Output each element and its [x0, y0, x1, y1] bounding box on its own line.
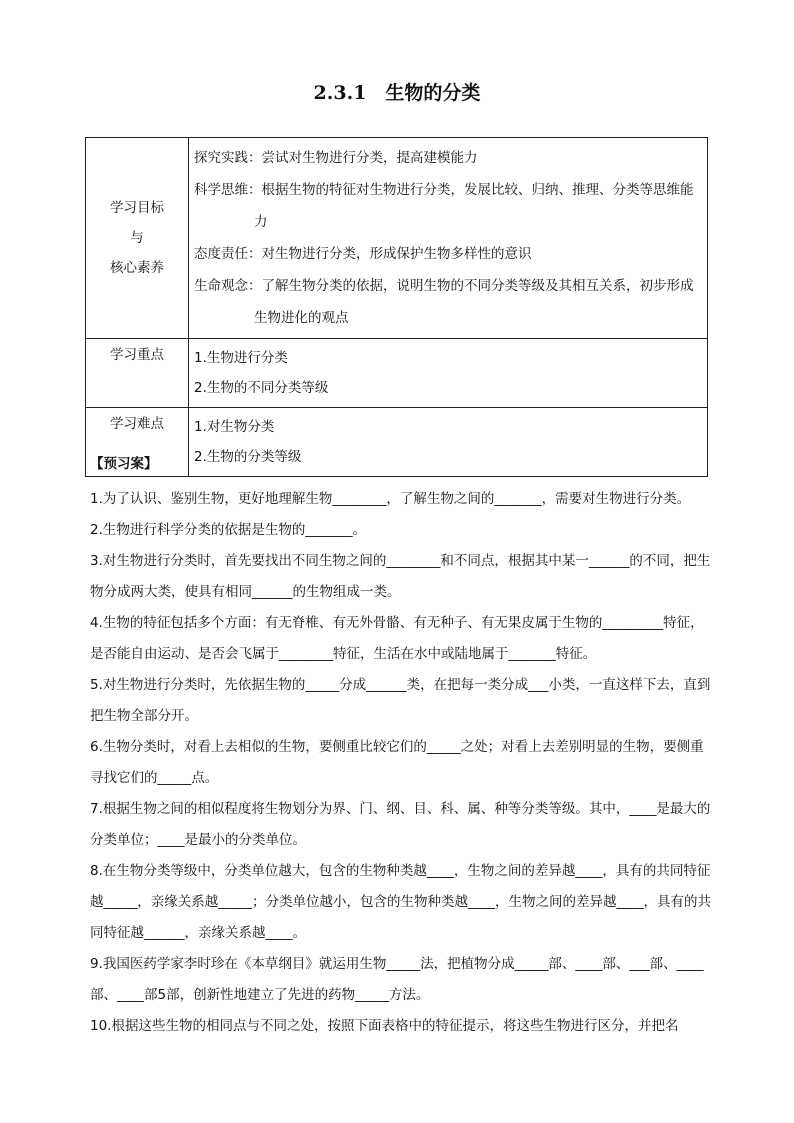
section-heading: 【预习案】 [90, 456, 158, 472]
row-content-difficulties [189, 408, 708, 477]
question-item: 9.我国医药学家李时珍在《本草纲目》就运用生物_____法，把植物分成_____部、____部、___部、____部、____部5部，创新性地建立了先进的药物_____方法。 [90, 956, 704, 1003]
page-title: 2.3.1 生物的分类 [313, 82, 481, 104]
row-content-key-points [189, 339, 708, 408]
question-item: 8.在生物分类等级中，分类单位越大，包含的生物种类越____，生物之间的差异越____，具有的共同特征越_____，亲缘关系越_____；分类单位越小，包含的生物种类越____，生物之间的差异越____，具有的共同特征越______，亲缘关系越____。 [90, 863, 711, 941]
row-label-line: 学习重点 [110, 347, 164, 363]
key-point-item: 2.生物的不同分类等级 [194, 380, 329, 396]
key-point-item: 1.生物进行分类 [194, 350, 288, 366]
goal-item: 态度责任：对生物进行分类，形成保护生物多样性的意识 [194, 246, 532, 262]
goal-item: 探究实践：尝试对生物进行分类，提高建模能力 [194, 150, 478, 166]
row-label-key-points [86, 339, 189, 408]
row-content-goals [189, 138, 708, 339]
question-item: 6.生物分类时，对看上去相似的生物，要侧重比较它们的_____之处；对看上去差别明显的生物，要侧重寻找它们的_____点。 [90, 739, 704, 786]
table-row-goals [86, 138, 708, 339]
table-row-difficulties [86, 408, 708, 477]
row-label-line: 学习目标 [110, 200, 164, 216]
goal-item: 科学思维：根据生物的特征对生物进行分类，发展比较、归纳、推理、分类等思维能力 [194, 182, 694, 230]
difficulty-item: 2.生物的分类等级 [194, 449, 302, 465]
question-item: 4.生物的特征包括多个方面：有无脊椎、有无外骨骼、有无种子、有无果皮属于生物的_________特征，是否能自由运动、是否会飞属于________特征，生活在水中或陆地属于_______特征。 [90, 615, 704, 662]
row-label-line: 与 [130, 230, 144, 246]
row-label-line: 核心素养 [110, 260, 164, 276]
question-item: 3.对生物进行分类时，首先要找出不同生物之间的________和不同点，根据其中某一______的不同，把生物分成两大类，使具有相同______的生物组成一类。 [90, 553, 711, 600]
goal-item: 生命观念：了解生物分类的依据，说明生物的不同分类等级及其相互关系，初步形成生物进化的观点 [194, 278, 694, 326]
question-item: 2.生物进行科学分类的依据是生物的_______。 [90, 522, 367, 538]
table-row-key-points [86, 339, 708, 408]
row-label-line: 学习难点 [110, 416, 164, 432]
difficulty-item: 1.对生物分类 [194, 419, 275, 435]
question-item: 1.为了认识、鉴别生物，更好地理解生物________，了解生物之间的_______，需要对生物进行分类。 [90, 491, 691, 507]
question-list [90, 484, 715, 1042]
learning-goals-table [85, 137, 708, 477]
row-label-goals [86, 138, 189, 339]
question-item: 7.根据生物之间的相似程度将生物划分为界、门、纲、目、科、属、种等分类等级。其中，____是最大的分类单位；____是最小的分类单位。 [90, 801, 711, 848]
question-item: 5.对生物进行分类时，先依据生物的_____分成______类，在把每一类分成___小类，一直这样下去，直到把生物全部分开。 [90, 677, 711, 724]
question-item: 10.根据这些生物的相同点与不同之处，按照下面表格中的特征提示，将这些生物进行区分，并把名 [90, 1018, 679, 1034]
